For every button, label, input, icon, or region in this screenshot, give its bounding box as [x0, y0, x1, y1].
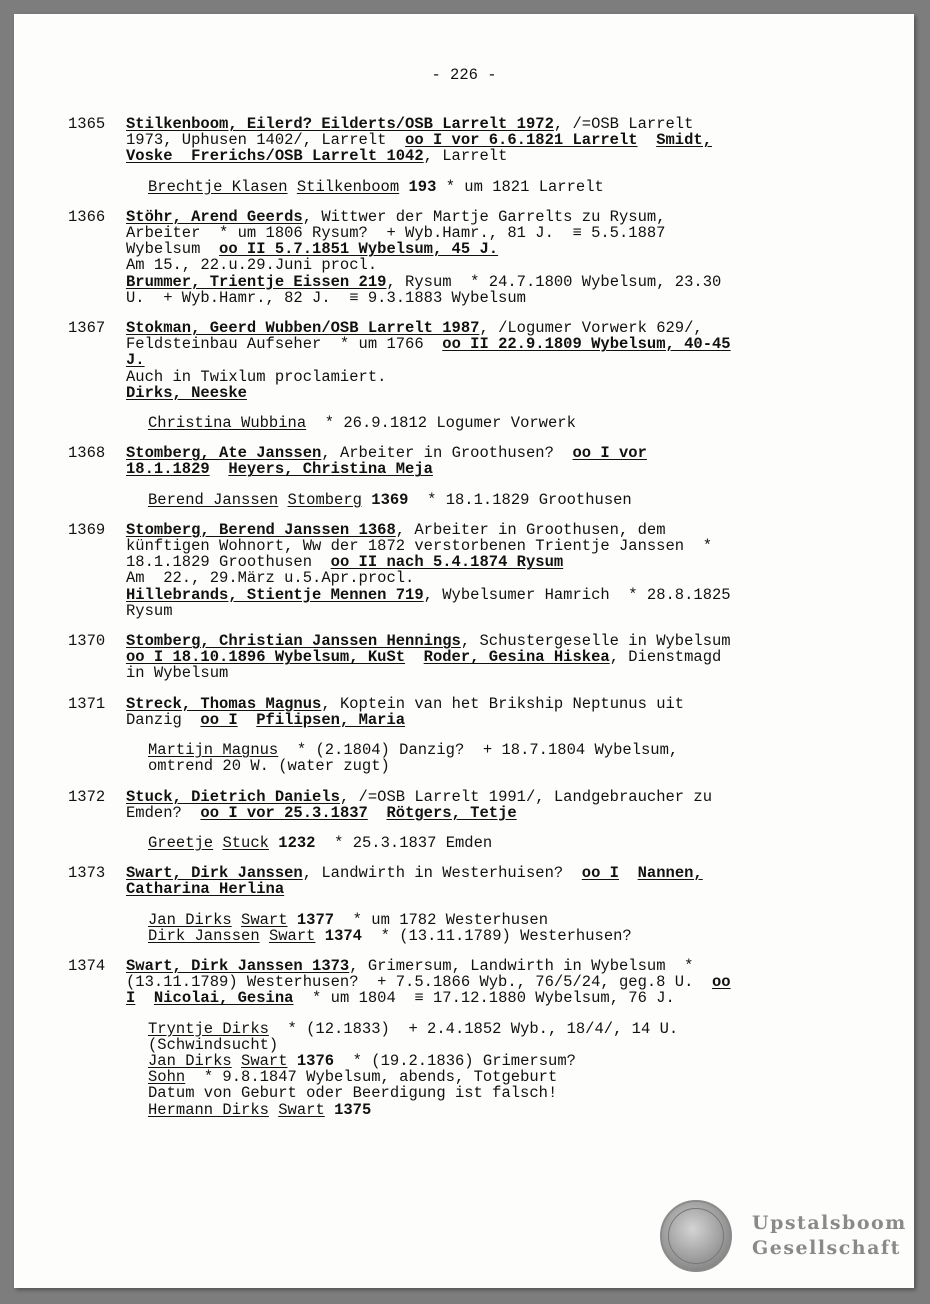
child-surname: Stilkenboom [296, 177, 400, 196]
child-given-name: Dirk Janssen [148, 926, 260, 945]
person-name: Stomberg, Berend Janssen 1368 [126, 520, 396, 539]
entry-line [126, 649, 858, 665]
entry-line [126, 148, 858, 164]
child-given-name: Hermann Dirks [148, 1100, 269, 1119]
entry-line [126, 881, 858, 897]
entry-number: 1372 [68, 787, 106, 806]
entry-number: 1366 [68, 207, 106, 226]
entry-1371 [68, 696, 858, 775]
entry-1367 [68, 320, 858, 431]
entry-line [126, 290, 858, 306]
child-given-name: Brechtje Klasen [148, 177, 288, 196]
entry-text: , /=OSB Larrelt [553, 115, 694, 133]
spouse-name: Pfilipsen, Maria [256, 710, 406, 729]
person-name: Swart, Dirk Janssen [126, 864, 303, 883]
child-details: * (19.2.1836) Grimersum? [334, 1051, 576, 1070]
entry-number: 1365 [68, 115, 106, 133]
entry-line [126, 974, 858, 990]
children-list [126, 835, 858, 851]
spouse-name: Voske Frerichs/OSB Larrelt 1042 [126, 147, 424, 166]
child-details: * (2.1804) Danzig? + 18.7.1804 Wybelsum, [278, 741, 679, 760]
child-reference: 1232 [278, 833, 316, 852]
logo-text [752, 1211, 907, 1261]
entry-line [126, 865, 858, 881]
marriage-record: 18.1.1829 [126, 460, 210, 479]
child-line [148, 758, 858, 774]
child-details: omtrend 20 W. (water zugt) [148, 757, 390, 776]
person-name: Stöhr, Arend Geerds [126, 207, 303, 226]
child-reference: 1375 [334, 1100, 372, 1119]
spouse-name: Smidt, [656, 131, 713, 150]
entry-text: , /Logumer Vorwerk 629/, [479, 319, 703, 338]
entry-line [126, 603, 858, 619]
entry-body [126, 116, 858, 195]
child-given-name: Martijn Magnus [148, 741, 279, 760]
page-number: - 226 - [431, 66, 497, 84]
entry-line [126, 369, 858, 385]
spouse-name: Rötgers, Tetje [386, 803, 517, 822]
child-line [148, 928, 858, 944]
child-line [148, 179, 858, 195]
child-line [148, 835, 858, 851]
person-name: Stilkenboom, Eilerd? Eilderts/OSB Larrelt 1972 [126, 115, 554, 133]
entry-line [126, 522, 858, 538]
spouse-name: Nicolai, Gesina [153, 989, 294, 1008]
spouse-name: Catharina Herlina [126, 880, 285, 899]
entry-line [126, 116, 858, 132]
child-given-name: Christina Wubbina [148, 414, 307, 433]
society-logo [660, 1200, 907, 1272]
child-details: Datum von Geburt oder Beerdigung ist falsch! [148, 1084, 558, 1103]
entry-line [126, 712, 858, 728]
register-content [68, 116, 858, 1132]
child-reference: 1376 [296, 1051, 335, 1070]
marriage-record: oo II 5.7.1851 Wybelsum, 45 J. [219, 240, 499, 259]
entry-1370 [68, 633, 858, 682]
entry-line [126, 570, 858, 586]
entry-1372 [68, 789, 858, 852]
children-list [126, 912, 858, 944]
entry-line [126, 352, 858, 368]
entry-text: , Arbeiter in Groothusen, dem [395, 520, 666, 539]
marriage-record: J. [126, 351, 145, 370]
child-details: * 25.3.1837 Emden [315, 833, 493, 852]
entry-text: , Schustergeselle in Wybelsum [460, 632, 731, 651]
child-reference: 193 [408, 177, 437, 196]
entry-body [126, 633, 858, 682]
entry-text: , Larrelt [423, 147, 508, 166]
entry-text: in Wybelsum [126, 664, 229, 683]
entry-line [126, 257, 858, 273]
child-line [148, 1037, 858, 1053]
spouse-name: Heyers, Christina Meja [228, 460, 433, 479]
child-details: * (12.1833) + 2.4.1852 Wyb., 18/4/, 14 U. [268, 1019, 679, 1038]
child-surname: Swart [241, 910, 288, 929]
entry-text: Rysum [126, 601, 173, 620]
entry-line [126, 445, 858, 461]
child-surname: Stuck [222, 833, 269, 852]
child-given-name: Tryntje Dirks [148, 1019, 269, 1038]
entry-text: , Wybelsumer Hamrich * 28.8.1825 [423, 585, 731, 604]
marriage-record: oo I vor [572, 444, 647, 463]
marriage-record: oo [712, 973, 731, 992]
entry-body [126, 445, 858, 508]
child-surname: Stomberg [287, 490, 362, 509]
entry-text: Arbeiter * um 1806 Rysum? + Wyb.Hamr., 81 J. ≡ 5.5.1887 [126, 224, 666, 243]
spouse-name: Brummer, Trientje Eissen 219 [126, 272, 387, 291]
spouse-name: Roder, Gesina Hiskea [423, 648, 610, 667]
child-details: * 26.9.1812 Logumer Vorwerk [306, 414, 576, 433]
child-given-name: Greetje [148, 833, 214, 852]
entry-number: 1368 [68, 444, 106, 463]
entry-text: U. + Wyb.Hamr., 82 J. ≡ 9.3.1883 Wybelsum [126, 288, 526, 307]
child-surname: Swart [278, 1100, 325, 1119]
marriage-record: oo II nach 5.4.1874 Rysum [330, 553, 564, 572]
child-line [148, 492, 858, 508]
entry-line [126, 274, 858, 290]
entry-1368 [68, 445, 858, 508]
entry-body [126, 865, 858, 944]
entry-text: Wybelsum [126, 240, 220, 259]
marriage-record: oo II 22.9.1809 Wybelsum, 40-45 [442, 335, 731, 354]
child-reference: 1369 [371, 490, 409, 509]
children-list [126, 179, 858, 195]
child-surname: Swart [241, 1051, 288, 1070]
marriage-record: oo I [581, 864, 619, 883]
child-line [148, 1102, 858, 1118]
child-given-name: Jan Dirks [148, 1051, 232, 1070]
entry-1373 [68, 865, 858, 944]
person-name: Streck, Thomas Magnus [126, 694, 322, 713]
entry-line [126, 538, 858, 554]
entry-body [126, 522, 858, 619]
entry-body [126, 320, 858, 431]
entry-line [126, 336, 858, 352]
child-details: * um 1782 Westerhusen [334, 910, 549, 929]
entry-text: Danzig [126, 710, 201, 729]
entry-line [126, 385, 858, 401]
entry-1369 [68, 522, 858, 619]
entry-text: künftigen Wohnort, Ww der 1872 verstorbenen Trientje Janssen * [126, 537, 712, 556]
marriage-record: oo I vor 6.6.1821 Larrelt [405, 131, 638, 150]
entry-line [126, 958, 858, 974]
entry-text: Feldsteinbau Aufseher * um 1766 [126, 335, 443, 354]
spouse-name: Hillebrands, Stientje Mennen 719 [126, 585, 424, 604]
entry-text: , Koptein van het Brikship Neptunus uit [321, 694, 685, 713]
marriage-record: oo I vor 25.3.1837 [200, 803, 368, 822]
entry-body [126, 696, 858, 775]
marriage-record: I [126, 989, 136, 1008]
child-line [148, 1069, 858, 1085]
entry-text: Emden? [126, 803, 201, 822]
entry-line [126, 665, 858, 681]
entry-text: , Arbeiter in Groothusen? [321, 444, 573, 463]
entry-text: * um 1804 ≡ 17.12.1880 Wybelsum, 76 J. [293, 989, 675, 1008]
person-name: Stokman, Geerd Wubben/OSB Larrelt 1987 [126, 319, 480, 338]
logo-line-1: Upstalsboom [752, 1212, 907, 1234]
person-name: Stomberg, Christian Janssen Hennings [126, 632, 461, 651]
children-list [126, 742, 858, 774]
entry-body [126, 209, 858, 306]
entry-text: Am 22., 29.März u.5.Apr.procl. [126, 569, 415, 588]
entry-number: 1373 [68, 864, 106, 883]
entry-body [126, 789, 858, 852]
entry-line [126, 696, 858, 712]
child-line [148, 1021, 858, 1037]
entry-text: , Landwirth in Westerhuisen? [302, 864, 582, 883]
entry-line [126, 209, 858, 225]
entry-line [126, 225, 858, 241]
logo-line-2: Gesellschaft [752, 1237, 901, 1259]
child-details: * um 1821 Larrelt [436, 177, 604, 196]
entry-line [126, 805, 858, 821]
child-details: * 18.1.1829 Groothusen [408, 490, 632, 509]
child-given-name: Jan Dirks [148, 910, 232, 929]
entry-number: 1367 [68, 319, 106, 338]
person-name: Swart, Dirk Janssen 1373 [126, 956, 350, 975]
entry-line [126, 241, 858, 257]
entry-line [126, 587, 858, 603]
child-details: * 9.8.1847 Wybelsum, abends, Totgeburt [185, 1068, 558, 1087]
entry-1366 [68, 209, 858, 306]
marriage-record: oo I 18.10.1896 Wybelsum, KuSt [126, 648, 406, 667]
entry-number: 1374 [68, 956, 106, 975]
child-given-name: Berend Janssen [148, 490, 279, 509]
entry-body [126, 958, 858, 1118]
child-line [148, 1053, 858, 1069]
entry-number: 1369 [68, 520, 106, 539]
entry-line [126, 132, 858, 148]
child-reference: 1374 [324, 926, 362, 945]
entry-line [126, 320, 858, 336]
person-name: Stomberg, Ate Janssen [126, 444, 322, 463]
children-list [126, 415, 858, 431]
child-surname: Swart [268, 926, 316, 945]
entry-text: 1973, Uphusen 1402/, Larrelt [126, 131, 406, 150]
child-line [148, 1085, 858, 1101]
entry-text: (13.11.1789) Westerhusen? + 7.5.1866 Wyb., 76/5/24, geg.8 U. [126, 973, 712, 992]
entry-1365 [68, 116, 858, 195]
person-name: Stuck, Dietrich Daniels [126, 787, 340, 806]
child-line [148, 912, 858, 928]
child-reference: 1377 [296, 910, 335, 929]
child-details: * (13.11.1789) Westerhusen? [361, 926, 632, 945]
entry-text: Auch in Twixlum proclamiert. [126, 367, 387, 386]
children-list [126, 1021, 858, 1118]
entry-text: , Grimersum, Landwirth in Wybelsum * [349, 956, 694, 975]
entry-text: 18.1.1829 Groothusen [126, 553, 331, 572]
entry-text: , Wittwer der Martje Garrelts zu Rysum, [302, 207, 666, 226]
child-line [148, 415, 858, 431]
entry-text: , Dienstmagd [609, 648, 722, 667]
entry-line [126, 461, 858, 477]
child-given-name: Sohn [148, 1068, 186, 1087]
entry-1374 [68, 958, 858, 1118]
spouse-name: Nannen, [637, 864, 703, 883]
children-list [126, 492, 858, 508]
entry-number: 1371 [68, 694, 106, 713]
marriage-record: oo I [200, 710, 238, 729]
entry-text: , /=OSB Larrelt 1991/, Landgebraucher zu [339, 787, 712, 806]
spouse-name: Dirks, Neeske [126, 383, 247, 402]
entry-line [126, 633, 858, 649]
child-line [148, 742, 858, 758]
entry-line [126, 990, 858, 1006]
entry-line [126, 789, 858, 805]
document-page [14, 14, 914, 1288]
entry-text: , Rysum * 24.7.1800 Wybelsum, 23.30 [386, 272, 722, 291]
seal-icon [660, 1200, 732, 1272]
entry-text: Am 15., 22.u.29.Juni procl. [126, 256, 378, 275]
child-details: (Schwindsucht) [148, 1035, 279, 1054]
entry-number: 1370 [68, 632, 106, 651]
entry-line [126, 554, 858, 570]
